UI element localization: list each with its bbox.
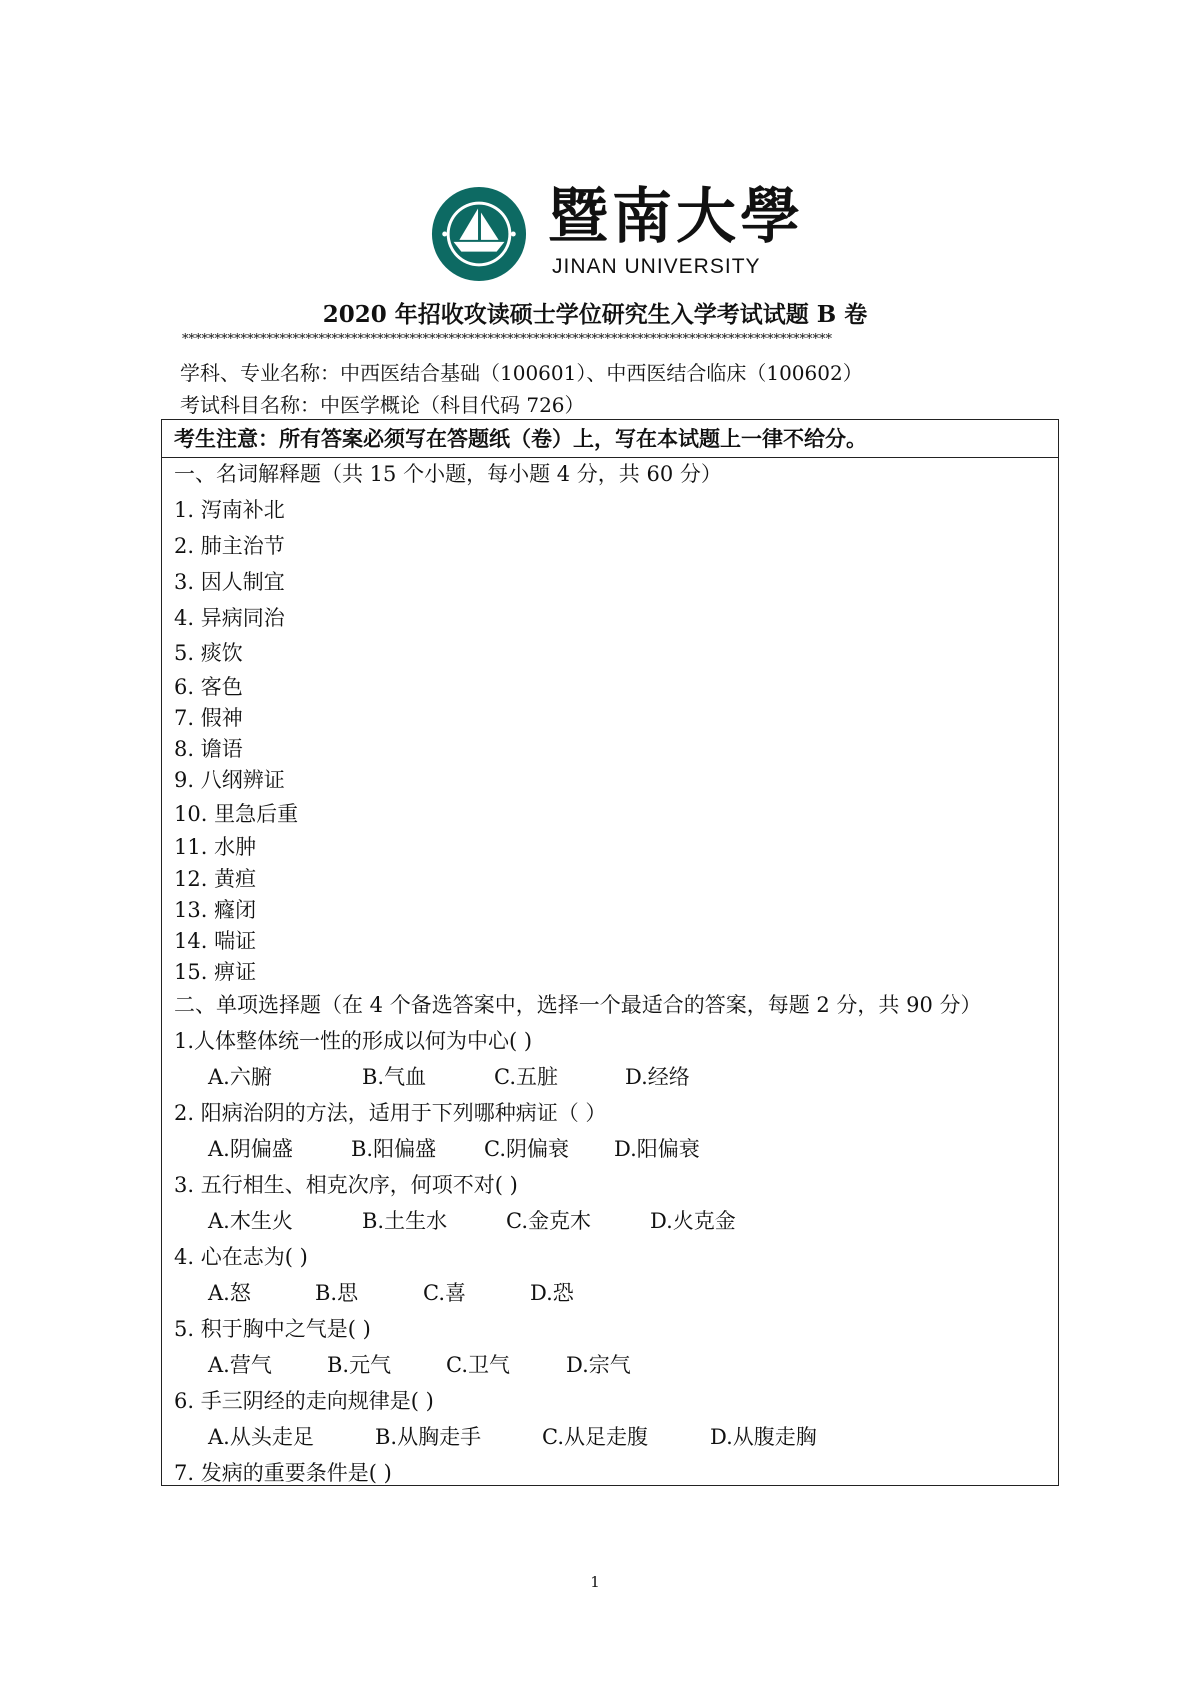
term-item: 10. 里急后重 bbox=[174, 802, 299, 826]
question: 2. 阳病治阴的方法，适用于下列哪种病证（ ） bbox=[174, 1101, 607, 1125]
option-d: D.火克金 bbox=[650, 1209, 736, 1233]
asterisk-divider: **************************************************************************************************** bbox=[182, 332, 832, 347]
term-item: 12. 黄疸 bbox=[174, 867, 257, 891]
term-item: 4. 异病同治 bbox=[174, 606, 285, 630]
question: 7. 发病的重要条件是( ) bbox=[174, 1461, 392, 1485]
term-item: 9. 八纲辨证 bbox=[174, 768, 285, 792]
university-logo bbox=[430, 182, 804, 285]
term-item: 5. 痰饮 bbox=[174, 641, 243, 665]
option-b: B.气血 bbox=[362, 1065, 427, 1089]
question: 3. 五行相生、相克次序，何项不对( ) bbox=[174, 1173, 518, 1197]
university-seal-icon bbox=[430, 185, 528, 283]
term-item: 14. 喘证 bbox=[174, 929, 257, 953]
exam-content-box bbox=[161, 419, 1059, 1486]
option-c: C.卫气 bbox=[446, 1353, 510, 1377]
option-a: A.木生火 bbox=[208, 1209, 293, 1233]
question: 5. 积于胸中之气是( ) bbox=[174, 1317, 371, 1341]
option-d: D.经络 bbox=[625, 1065, 690, 1089]
option-b: B.阳偏盛 bbox=[351, 1137, 437, 1161]
section2-heading: 二、单项选择题（在 4 个备选答案中，选择一个最适合的答案，每题 2 分，共 90 分） bbox=[174, 993, 982, 1017]
major-info: 学科、专业名称：中西医结合基础（100601）、中西医结合临床（100602） bbox=[180, 361, 863, 385]
option-c: C.喜 bbox=[423, 1281, 466, 1305]
option-b: B.从胸走手 bbox=[375, 1425, 482, 1449]
logo-english-name: JINAN UNIVERSITY bbox=[552, 255, 761, 278]
term-item: 8. 谵语 bbox=[174, 737, 243, 761]
term-item: 15. 痹证 bbox=[174, 960, 257, 984]
question: 4. 心在志为( ) bbox=[174, 1245, 308, 1269]
option-a: A.营气 bbox=[208, 1353, 272, 1377]
candidate-notice: 考生注意：所有答案必须写在答题纸（卷）上，写在本试题上一律不给分。 bbox=[174, 426, 867, 451]
term-item: 13. 癃闭 bbox=[174, 898, 257, 922]
option-d: D.从腹走胸 bbox=[710, 1425, 817, 1449]
option-c: C.阴偏衰 bbox=[484, 1137, 569, 1161]
option-a: A.从头走足 bbox=[208, 1425, 314, 1449]
question: 6. 手三阴经的走向规律是( ) bbox=[174, 1389, 434, 1413]
option-d: D.宗气 bbox=[566, 1353, 631, 1377]
term-item: 7. 假神 bbox=[174, 706, 243, 730]
term-item: 1. 泻南补北 bbox=[174, 498, 285, 522]
section1-heading: 一、名词解释题（共 15 个小题，每小题 4 分，共 60 分） bbox=[174, 462, 722, 486]
term-item: 11. 水肿 bbox=[174, 835, 257, 859]
page-number: 1 bbox=[590, 1573, 600, 1591]
option-b: B.元气 bbox=[327, 1353, 392, 1377]
term-item: 6. 客色 bbox=[174, 675, 243, 699]
option-a: A.六腑 bbox=[208, 1065, 272, 1089]
option-a: A.阴偏盛 bbox=[208, 1137, 293, 1161]
option-d: D.阳偏衰 bbox=[614, 1137, 700, 1161]
option-c: C.五脏 bbox=[494, 1065, 558, 1089]
option-b: B.土生水 bbox=[362, 1209, 448, 1233]
option-d: D.恐 bbox=[530, 1281, 574, 1305]
option-b: B.思 bbox=[315, 1281, 359, 1305]
term-item: 2. 肺主治节 bbox=[174, 534, 285, 558]
option-c: C.金克木 bbox=[506, 1209, 591, 1233]
option-a: A.怒 bbox=[208, 1281, 251, 1305]
subject-info: 考试科目名称：中医学概论（科目代码 726） bbox=[180, 393, 585, 417]
question: 1.人体整体统一性的形成以何为中心( ) bbox=[174, 1029, 533, 1053]
option-c: C.从足走腹 bbox=[542, 1425, 648, 1449]
logo-chinese-name: 暨南大學 bbox=[548, 182, 804, 252]
exam-title: 2020 年招收攻读硕士学位研究生入学考试试题 B 卷 bbox=[322, 301, 868, 328]
term-item: 3. 因人制宜 bbox=[174, 570, 285, 594]
